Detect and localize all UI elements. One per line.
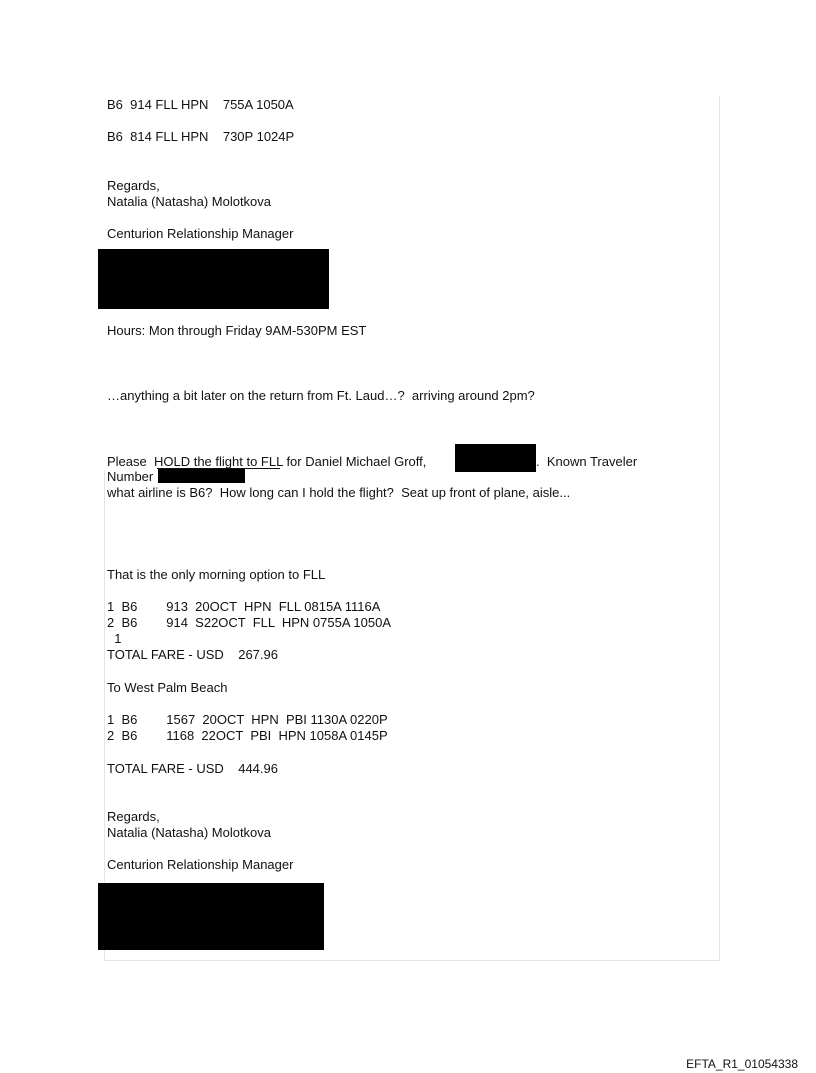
document-id: EFTA_R1_01054338 xyxy=(686,1057,798,1071)
known-traveler-label: . Known Traveler xyxy=(536,454,638,469)
itinerary-line: 2 B6 1168 22OCT PBI HPN 1058A 0145P xyxy=(107,728,388,743)
signature-regards: Regards, xyxy=(107,809,160,824)
hours-line: Hours: Mon through Friday 9AM-530PM EST xyxy=(107,323,367,338)
itinerary-line: 1 B6 1567 20OCT HPN PBI 1130A 0220P xyxy=(107,712,388,727)
itinerary-line: 2 B6 914 S22OCT FLL HPN 0755A 1050A xyxy=(107,615,392,630)
itinerary-line: 1 xyxy=(107,631,122,646)
page-frame-right-border xyxy=(719,96,720,960)
page-frame-bottom-border xyxy=(104,960,720,961)
redaction-block xyxy=(98,883,324,950)
flight-line: B6 814 FLL HPN 730P 1024P xyxy=(107,129,295,144)
hold-request-line-1: Please HOLD the flight to FLL for Daniel Michael Groff, xyxy=(107,454,427,469)
hold-request-line-3: what airline is B6? How long can I hold the flight? Seat up front of plane, aisle... xyxy=(107,485,571,500)
total-fare: TOTAL FARE - USD 267.96 xyxy=(107,647,278,662)
total-fare: TOTAL FARE - USD 444.96 xyxy=(107,761,278,776)
signature-title: Centurion Relationship Manager xyxy=(107,226,294,241)
only-morning-note: That is the only morning option to FLL xyxy=(107,567,326,582)
itinerary-line: 1 B6 913 20OCT HPN FLL 0815A 1116A xyxy=(107,599,381,614)
return-question: …anything a bit later on the return from Ft. Laud…? arriving around 2pm? xyxy=(107,388,535,403)
flight-line: B6 914 FLL HPN 755A 1050A xyxy=(107,97,294,112)
signature-regards: Regards, xyxy=(107,178,160,193)
section-heading: To West Palm Beach xyxy=(107,680,228,695)
signature-name: Natalia (Natasha) Molotkova xyxy=(107,825,272,840)
redaction-block xyxy=(455,444,536,472)
signature-name: Natalia (Natasha) Molotkova xyxy=(107,194,272,209)
redaction-block xyxy=(98,249,329,309)
signature-title: Centurion Relationship Manager xyxy=(107,857,294,872)
redaction-block xyxy=(158,469,245,483)
hold-request-line-2: Number xyxy=(107,469,154,484)
